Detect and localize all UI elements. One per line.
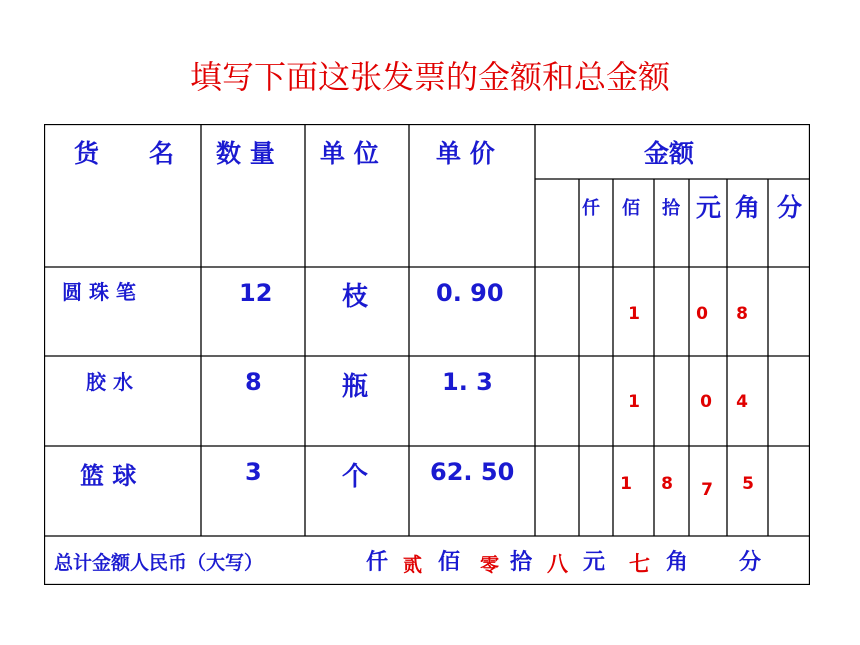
row-3-digit-jiao: 5 (742, 474, 754, 494)
row-1-unit: 枝 (342, 282, 369, 312)
total-digit-thousands: 贰 (403, 554, 423, 576)
row-3-name: 篮 球 (80, 462, 137, 490)
row-3-digit-tens: 8 (661, 474, 673, 494)
total-label: 总计金额人民币（大写） (54, 552, 264, 574)
place-tens: 拾 (662, 198, 680, 219)
row-2-digit-yuan: 0 (700, 392, 712, 412)
header-unit: 单 位 (320, 139, 379, 168)
row-1-digit-yuan: 0 (696, 304, 708, 324)
total-place-tens: 拾 (510, 550, 533, 575)
total-digit-hundreds: 零 (480, 554, 500, 576)
row-3-digit-hundreds: 1 (620, 474, 632, 494)
row-2-price: 1. 3 (442, 368, 493, 396)
header-quantity: 数 量 (216, 139, 275, 168)
total-place-fen: 分 (739, 550, 762, 575)
place-yuan: 元 (696, 193, 722, 222)
row-1-digit-tens: 1 (628, 304, 640, 324)
row-2-digit-tens: 1 (628, 392, 640, 412)
row-1-price: 0. 90 (436, 279, 504, 307)
place-jiao: 角 (735, 193, 761, 222)
total-place-jiao: 角 (666, 550, 689, 575)
row-1-name: 圆 珠 笔 (62, 280, 136, 304)
row-2-name: 胶 水 (86, 370, 133, 394)
total-place-yuan: 元 (583, 550, 606, 575)
row-3-quantity: 3 (245, 458, 262, 486)
page-title: 填写下面这张发票的金额和总金额 (189, 58, 670, 96)
row-2-unit: 瓶 (342, 372, 369, 402)
invoice-table (44, 124, 810, 585)
header-amount: 金额 (644, 139, 695, 168)
header-name: 货 名 (74, 139, 175, 168)
total-digit-yuan: 七 (629, 552, 650, 576)
row-3-price: 62. 50 (430, 458, 515, 486)
total-digit-tens: 八 (547, 552, 568, 576)
place-fen: 分 (777, 193, 803, 222)
row-2-quantity: 8 (245, 368, 262, 396)
place-thousands: 仟 (582, 198, 600, 219)
row-3-digit-yuan: 7 (701, 480, 713, 500)
row-1-digit-jiao: 8 (736, 304, 748, 324)
header-unit-price: 单 价 (436, 139, 495, 168)
row-3-unit: 个 (342, 462, 369, 492)
place-hundreds: 佰 (622, 198, 640, 219)
row-1-quantity: 12 (239, 279, 273, 307)
row-2-digit-jiao: 4 (736, 392, 748, 412)
total-place-thousands: 仟 (366, 550, 389, 575)
total-place-hundreds: 佰 (438, 550, 461, 575)
